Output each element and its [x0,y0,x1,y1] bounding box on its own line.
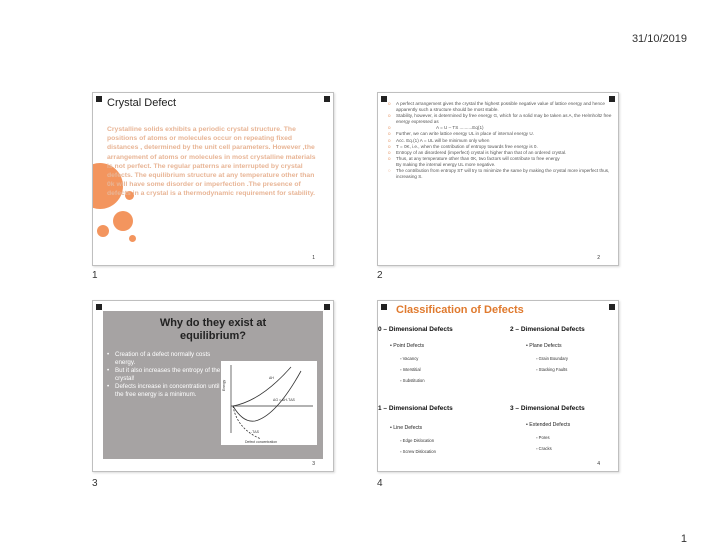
corner-mark [96,96,102,102]
corner-mark [96,304,102,310]
curve-label-tds: -TΔS [251,430,259,434]
plot-xlabel: Defect concentration [245,440,278,444]
sub-item: ▫ Vacancy [400,356,419,361]
corner-mark [381,96,387,102]
sub-item: ▫ Cracks [536,446,552,451]
page-number: 1 [680,533,687,545]
slide-title: Classification of Defects [396,304,524,316]
category-item: • Line Defects [390,425,423,431]
curve-label-dh: ΔH [269,376,274,380]
header-date: 31/10/2019 [631,33,687,45]
sub-item: ▫ Edge Dislocation [400,438,435,443]
list-item: o Stability, however, is determined by free energy G, which for a solid may be taken as A, the Helmholtz free energy expressed as [388,113,612,125]
slide-4-thumbnail[interactable] [377,300,619,472]
slide-body-text: Crystalline solids exhibits a periodic crystal structure. The positions of atoms or molecules occur on repeating fixed distances , determined by the unit cell parameters. However ,the arrangement of atoms or molecules in most crystalline materials is not perfect. The regular patterns are interrupted by crystal defects. The equilibrium structure at any temperature other than 0k will have some disorder or imperfection .The presence of defects in a crystal is a thermodynamic requirement for stability. [107,126,316,198]
category-heading: 2 – Dimensional Defects [510,326,585,333]
list-item: o T = 0K, i.e., when the contribution of entropy towards free energy is 0. [388,143,538,149]
curve-dg [233,371,301,421]
list-item: o Entropy of an disordered (imperfect) crystal is higher than that of an ordered crystal. [388,149,567,155]
slide-title: Crystal Defect [107,97,177,109]
category-heading: 1 – Dimensional Defects [378,405,453,412]
slide-bullet-list [388,101,613,180]
category-heading: 0 – Dimensional Defects [378,326,453,333]
slide-title: Why do they exist at equilibrium? [159,317,267,342]
slide-1-thumbnail[interactable] [92,92,334,266]
list-item: • Defects increase in concentration until the free energy is a minimum. [107,383,220,398]
slide-bullet-list [107,351,222,400]
list-item: o A perfect arrangement gives the crystal the highest possible negative value of lattice energy and hence apparently such a structure should be most stable. [388,101,605,113]
curve-tds [233,406,261,439]
slide-caption-2: 2 [377,270,383,281]
decorative-circle [97,225,109,237]
sub-item: ▫ Grain Boundary [536,356,568,361]
list-item: ○ The contribution from entropy ST will try to minimize the same by making the crystal more imperfect thus, increasing S. [388,168,610,180]
curve-label-dg: ΔG = ΔH-TΔS [273,398,295,402]
energy-plot-svg [221,361,317,445]
category-item: • Point Defects [390,343,425,349]
list-item: By making the internal energy UL more negative. [396,161,496,167]
list-item: o Acc. Eq.(1) A = UL will be minimum only when [388,137,490,143]
plot-ylabel: Energy [222,379,226,391]
slide-number: 2 [597,255,600,261]
decorative-circle [129,235,136,242]
sub-item: ▫ Substitution [400,378,425,383]
slide-number: 1 [312,255,315,261]
sub-item: ▫ Screw Dislocation [400,449,436,454]
slide-caption-3: 3 [92,478,98,489]
list-item: • Creation of a defect normally costs energy. [107,351,211,366]
list-item: o Further, we can write lattice energy UL in place of internal energy U. [388,131,534,137]
corner-mark [609,304,615,310]
decorative-circle [113,211,133,231]
category-item: • Extended Defects [526,422,571,428]
list-item: o A = U – TS ..........Eq(1) [388,125,484,131]
slide-2-thumbnail[interactable] [377,92,619,266]
list-item: • But it also increases the entropy of the crystal! [107,367,221,382]
slide-number: 3 [312,461,315,467]
slide-caption-4: 4 [377,478,383,489]
slide-caption-1: 1 [92,270,98,281]
corner-mark [381,304,387,310]
slide-number: 4 [597,461,600,467]
sub-item: ▫ Interstitial [400,367,421,372]
sub-item: ▫ Pores [536,435,550,440]
category-heading: 3 – Dimensional Defects [510,405,585,412]
energy-plot [221,361,317,445]
slide-image [103,311,323,459]
sub-item: ▫ Stacking Faults [536,367,568,372]
slide-3-thumbnail[interactable] [92,300,334,472]
corner-mark [324,96,330,102]
category-item: • Plane Defects [526,343,562,349]
corner-mark [324,304,330,310]
list-item: o Thus, at any temperature other than 0K, two factors will contribute to free energy [388,155,560,161]
